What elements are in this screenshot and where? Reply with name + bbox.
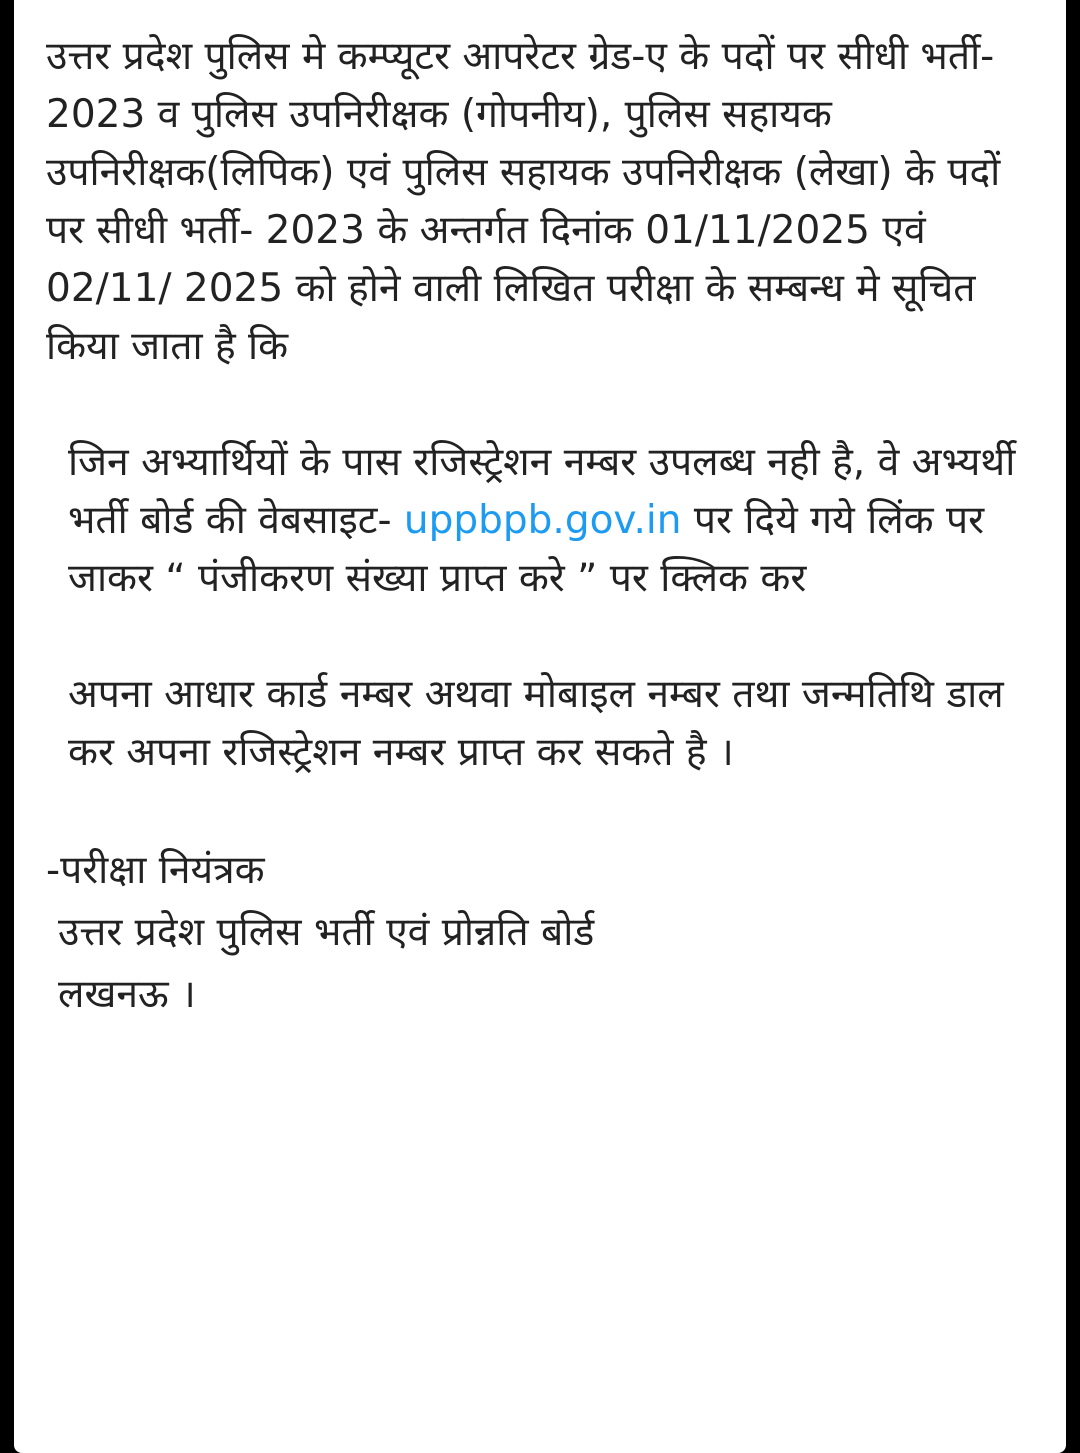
website-link[interactable]: uppbpb.gov.in — [403, 498, 682, 543]
registration-text-after-link: पर दिये गये लिंक पर जाकर “ पंजीकरण संख्या प्राप्त करे ” पर क्लिक कर — [68, 498, 985, 601]
post-screen — [14, 0, 1066, 1453]
signature-title: -परीक्षा नियंत्रक — [46, 848, 265, 893]
post-paragraph-aadhaar: अपना आधार कार्ड नम्बर अथवा मोबाइल नम्बर तथा जन्मतिथि डाल कर अपना रजिस्ट्रेशन नम्बर प्राप्त कर सकते है । — [68, 672, 1004, 775]
post-body — [46, 28, 1046, 1026]
post-paragraph-registration — [46, 434, 1046, 608]
registration-text-before-link: जिन अभ्यार्थियों के पास रजिस्ट्रेशन नम्बर उपलब्ध नही है, वे अभ्यर्थी भर्ती बोर्ड की वेबसाइट- — [68, 440, 1016, 543]
signature-city: लखनऊ । — [58, 972, 196, 1017]
signature-organization: उत्तर प्रदेश पुलिस भर्ती एवं प्रोन्नति बोर्ड — [58, 910, 595, 955]
signature-block — [46, 840, 1046, 1026]
post-paragraph-notice: उत्तर प्रदेश पुलिस मे कम्प्यूटर आपरेटर ग्रेड-ए के पदों पर सीधी भर्ती- 2023 व पुलिस उपनिरीक्षक (गोपनीय), पुलिस सहायक उपनिरीक्षक(लिपिक) एवं पुलिस सहायक उपनिरीक्षक (लेखा) के पदों पर सीधी भर्ती- 2023 के अन्तर्गत दिनांक 01/11/2025 एवं 02/11/ 2025 को होने वाली लिखित परीक्षा के सम्बन्ध मे सूचित किया जाता है कि — [46, 34, 1001, 369]
